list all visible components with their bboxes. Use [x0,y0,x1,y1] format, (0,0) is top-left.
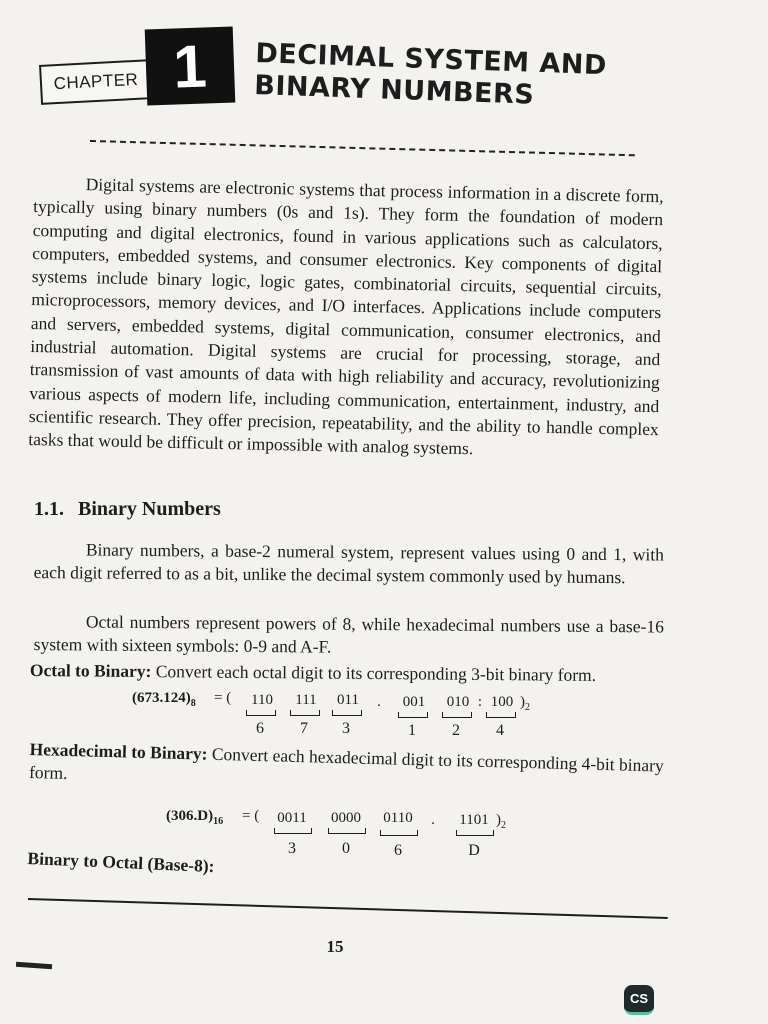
dashed-divider [90,140,635,156]
octal-hex-paragraph: Octal numbers represent powers of 8, while hexadecimal numbers use a base-16 system with sixteen symbols: 0-9 and A-F. [33,611,664,657]
section-title: Binary Numbers [78,498,221,520]
chapter-number-block [145,26,236,105]
octal-to-binary-label: Octal to Binary: [29,660,152,682]
octal-digit: 1 [408,722,416,739]
octal-equals-open: = ( [214,690,232,706]
octal-to-binary-text: Convert each octal digit to its corresponding 3-bit binary form. [151,661,597,685]
octal-group: 010 [446,694,470,710]
octal-brace [290,710,320,716]
intro-paragraph: Digital systems are electronic systems that process information in a discrete form, typically using binary numbers (0s and 1s). They form the foundation of modern computing and digital electronics, found in various applications such as calculators, computers, embedded systems, and consumer electronics. Key components of digital systems include binary logic, logic gates, combinatorial circuits, sequential circuits, microprocessors, memory devices, and I/O interfaces. Applications include computers and servers, embedded systems, digital communication, consumer electronics, and industrial automation. Digital systems are crucial for processing, storage, and transmission of vast amounts of data with high reliability and accuracy, revolutionizing various aspects of modern life, including communication, entertainment, industry, and scientific research. They offer precision, repeatability, and the ability to handle complex tasks that would be difficult or impossible with analog systems. [28,174,664,459]
octal-group: 110 [251,692,273,708]
hex-lhs [166,808,223,827]
binary-to-octal-label: Binary to Octal (Base-8): [27,848,215,877]
hex-close-paren: ) [496,812,501,828]
chapter-label: CHAPTER [53,69,139,94]
octal-brace [442,712,472,718]
binary-to-octal-rule [27,848,215,877]
hex-group: 0000 [331,810,361,826]
octal-digit: 6 [256,720,264,737]
chapter-title [254,38,696,117]
octal-lhs [132,690,196,709]
octal-digit: 4 [496,722,504,739]
octal-group: 111 [295,692,317,708]
octal-lhs-base: 8 [190,698,196,709]
hex-brace [274,828,312,834]
octal-to-binary-rule [30,660,596,686]
hex-group: 0110 [383,810,413,826]
hex-digit: D [468,842,480,859]
octal-digit: 3 [342,720,350,737]
octal-group: 011 [337,692,359,708]
hex-digit: 0 [342,840,350,857]
hex-equals-open: = ( [242,808,260,824]
binary-paragraph: Binary numbers, a base-2 numeral system, represent values using 0 and 1, with each digit referred to as a bit, unlike the decimal system commonly used by humans. [33,539,664,588]
section-heading [34,498,221,521]
badge-text: CS [629,991,649,1006]
octal-close [520,694,530,713]
hex-lhs-value: (306.D) [166,808,214,824]
octal-brace [486,712,516,718]
hex-close-base: 2 [501,820,506,831]
page-number: 15 [326,937,344,956]
hex-radix-point: . [431,812,435,828]
octal-lhs-value: (673.124) [132,690,191,706]
octal-brace [246,710,276,716]
octal-group: 100 [490,694,514,710]
octal-radix-point: . [377,694,381,710]
hex-digit: 6 [394,842,402,859]
hex-group: 0011 [277,810,307,826]
octal-digit: 7 [300,720,308,737]
chapter-title-line1: DECIMAL SYSTEM AND [254,38,608,82]
octal-brace [398,712,428,718]
hex-close [496,812,506,831]
octal-close-paren: ) [520,694,525,710]
camscanner-badge-icon [624,985,654,1015]
chapter-label-box [39,59,153,105]
octal-close-base: 2 [525,702,530,713]
hex-brace [380,830,418,836]
hex-to-binary-rule [29,738,666,801]
hex-lhs-base: 16 [213,816,224,827]
hex-digit: 3 [288,840,296,857]
chapter-number: 1 [172,31,208,101]
octal-separator: : [477,694,483,710]
chapter-title-line2: BINARY NUMBERS [253,69,535,111]
hex-to-binary-label: Hexadecimal to Binary: [29,738,208,764]
hex-to-binary-text: Convert each hexadecimal digit to its corresponding 4-bit binary form. [28,743,664,783]
hex-group: 1101 [459,812,489,828]
octal-brace [332,710,362,716]
corner-mark [16,962,52,969]
octal-digit: 2 [452,722,460,739]
section-number: 1.1. [34,498,64,520]
octal-group: 001 [402,694,426,710]
hex-brace [328,828,366,834]
bottom-divider [28,898,668,919]
hex-brace [456,830,494,836]
